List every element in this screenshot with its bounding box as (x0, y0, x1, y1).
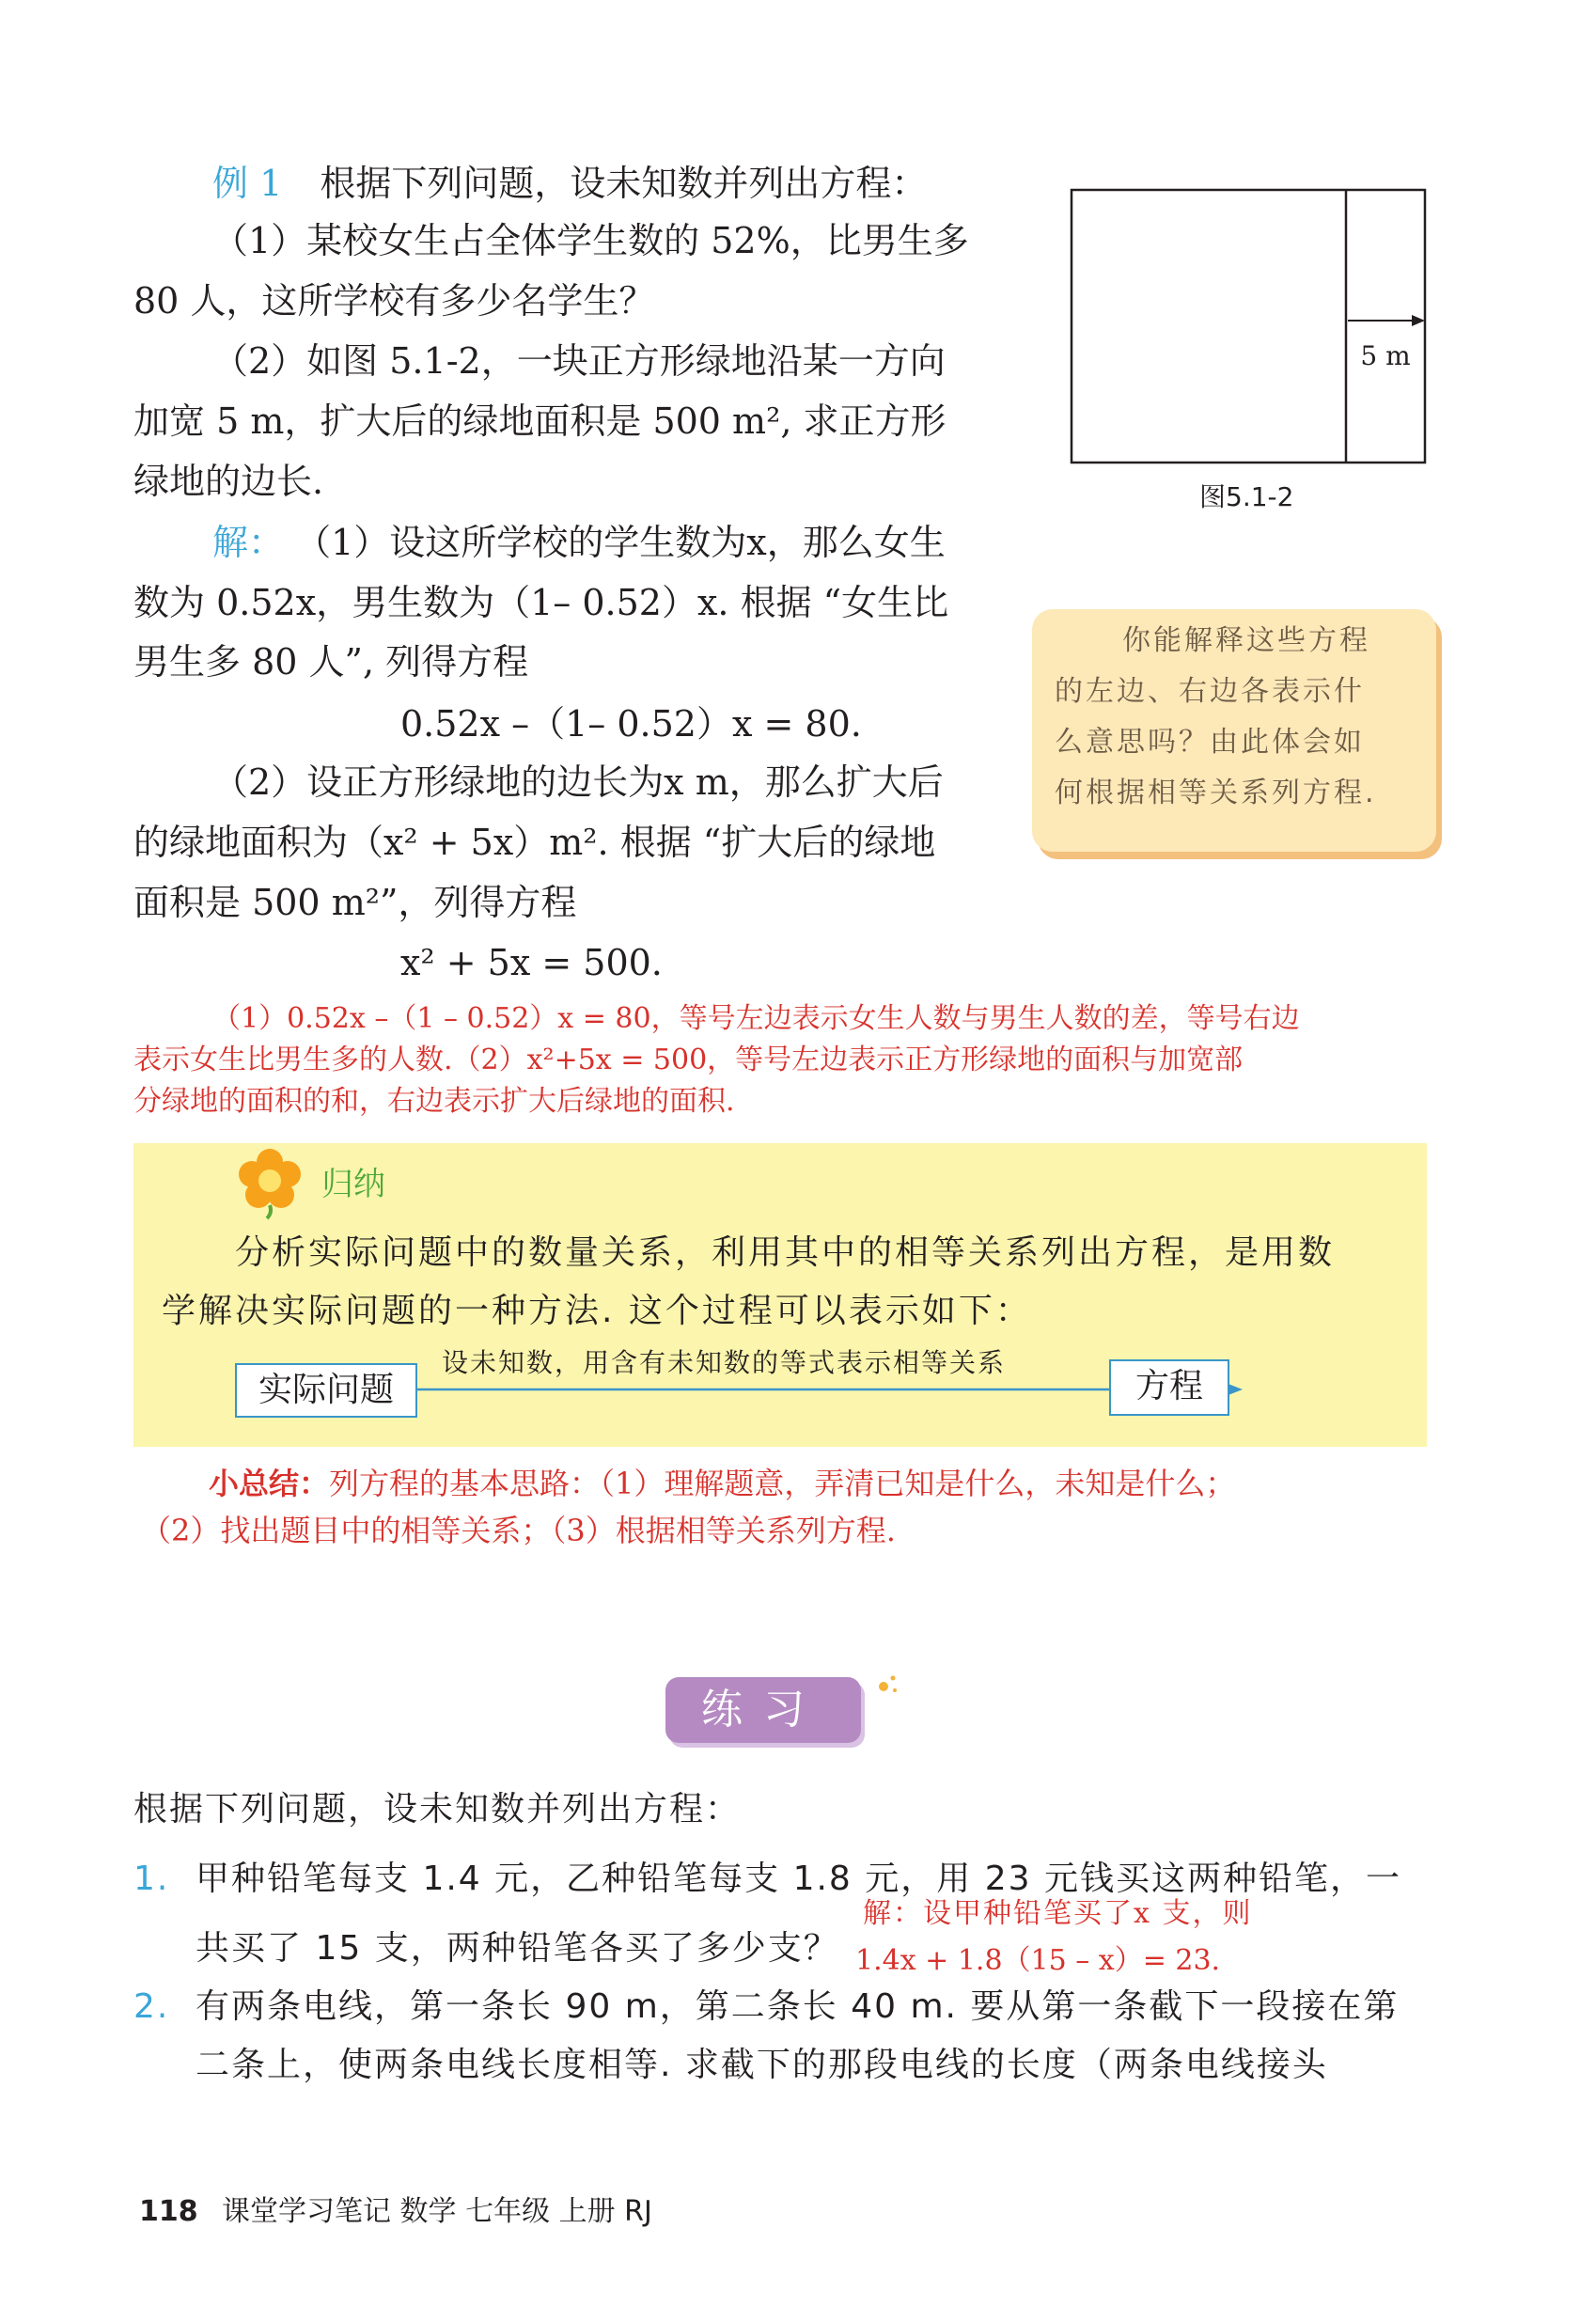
note-line-2: （2）找出题目中的相等关系；（3）根据相等关系列方程. (141, 1513, 896, 1548)
answer-line-1: （1）0.52x –（1 – 0.52）x = 80，等号左边表示女生人数与男生人数的差，等号右边 (212, 1002, 1300, 1035)
practice-2-line-2: 二条上，使两条电线长度相等. 求截下的那段电线的长度（两条电线接头 (196, 2046, 1328, 2084)
solution-2-line-3: 面积是 500 m²”，列得方程 (133, 882, 577, 923)
note-text-1: 列方程的基本思路：（1）理解题意，弄清已知是什么，未知是什么； (329, 1466, 1236, 1501)
practice-answer-line-1: 解：设甲种铅笔买了x 支，则 (863, 1897, 1253, 1930)
question-2-line-1: （2）如图 5.1-2，一块正方形绿地沿某一方向 (212, 340, 946, 382)
solution-1-line-2: 数为 0.52x，男生数为（1– 0.52）x. 根据 “女生比 (133, 582, 949, 623)
note-line-1 (209, 1465, 1235, 1502)
actual-problem-box: 实际问题 (235, 1363, 417, 1418)
practice-2-number: 2. (133, 1987, 170, 2026)
practice-title: 练习 (665, 1677, 861, 1743)
figure-width-label: 5 m (1360, 340, 1411, 371)
answer-line-2: 表示女生比男生多的人数.（2）x²+5x = 500，等号左边表示正方形绿地的面积与加宽部 (133, 1044, 1244, 1076)
practice-1-number: 1. (133, 1860, 170, 1898)
solution-1-line-3: 男生多 80 人”, 列得方程 (133, 641, 529, 683)
example-heading (212, 163, 927, 204)
equation-2: x² + 5x = 500. (400, 942, 663, 983)
sparkle-icon (872, 1671, 900, 1700)
think-line-3: 么意思吗？由此体会如 (1055, 726, 1365, 759)
solution-1-text: （1）设这所学校的学生数为x，那么女生 (295, 522, 946, 563)
question-1-line-1: （1）某校女生占全体学生数的 52%，比男生多 (212, 220, 969, 261)
practice-1-line-1: 甲种铅笔每支 1.4 元，乙种铅笔每支 1.8 元，用 23 元钱买这两种铅笔，一 (196, 1860, 1401, 1898)
summary-title: 归纳 (321, 1166, 385, 1203)
solution-line-1 (212, 522, 946, 563)
square-extension-figure (1070, 188, 1429, 468)
practice-intro: 根据下列问题，设未知数并列出方程： (133, 1790, 742, 1828)
question-2-line-3: 绿地的边长. (133, 461, 324, 502)
summary-box (133, 1143, 1427, 1447)
practice-answer-line-2: 1.4x + 1.8（15 – x）= 23. (855, 1944, 1221, 1977)
think-line-4: 何根据相等关系列方程. (1055, 777, 1377, 809)
equation-1: 0.52x –（1– 0.52）x = 80. (400, 703, 862, 745)
example-prompt: 根据下列问题，设未知数并列出方程： (320, 163, 928, 204)
solution-label: 解： (212, 522, 285, 563)
flower-icon (231, 1143, 308, 1220)
summary-line-2: 学解决实际问题的一种方法. 这个过程可以表示如下： (162, 1292, 1032, 1330)
equation-box: 方程 (1109, 1359, 1229, 1416)
question-2-line-2: 加宽 5 m，扩大后的绿地面积是 500 m², 求正方形 (133, 400, 947, 442)
practice-2-line-1: 有两条电线，第一条长 90 m，第二条长 40 m. 要从第一条截下一段接在第 (196, 1987, 1400, 2026)
figure-caption: 图5.1-2 (1199, 481, 1294, 512)
note-label: 小总结： (209, 1466, 330, 1501)
solution-2-line-2: 的绿地面积为（x² + 5x）m². 根据 “扩大后的绿地 (133, 822, 936, 863)
think-line-1: 你能解释这些方程 (1122, 624, 1370, 657)
figure-outline (1072, 190, 1425, 463)
arrow-label: 设未知数，用含有未知数的等式表示相等关系 (442, 1347, 1007, 1378)
book-title: 课堂学习笔记 数学 七年级 上册 RJ (222, 2195, 652, 2228)
summary-line-1: 分析实际问题中的数量关系，利用其中的相等关系列出方程，是用数 (235, 1233, 1336, 1272)
arrow-head-icon (1412, 315, 1425, 326)
question-1-line-2: 80 人，这所学校有多少名学生？ (133, 280, 655, 322)
solution-2-line-1: （2）设正方形绿地的边长为x m，那么扩大后 (212, 761, 944, 803)
page-number: 118 (139, 2195, 198, 2228)
answer-line-3: 分绿地的面积的和，右边表示扩大后绿地的面积. (133, 1085, 735, 1118)
think-note (1032, 609, 1436, 852)
example-label: 例 1 (212, 163, 283, 204)
think-line-2: 的左边、右边各表示什 (1055, 675, 1365, 708)
practice-1-line-2: 共买了 15 支，两种铅笔各买了多少支？ (196, 1929, 839, 1968)
